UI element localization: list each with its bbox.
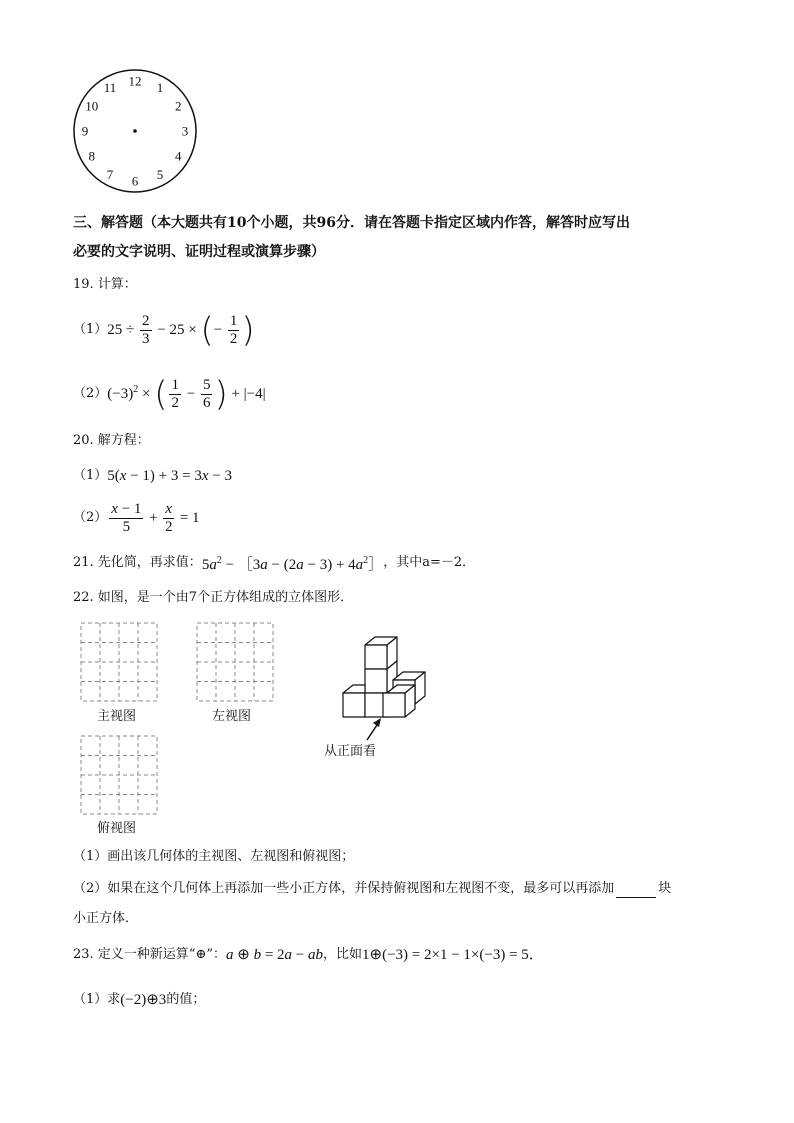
q23-definition: a ⊕ b = 2a − ab	[226, 947, 324, 963]
q23-label: 23. 定义一种新运算“⊕”：	[73, 947, 226, 962]
clock-number-1: 1	[156, 80, 164, 96]
q22-part2-line1	[73, 880, 671, 898]
clock-number-9: 9	[81, 123, 89, 139]
q22-part2-text: （2）如果在这个几何体上再添加一些小正方体，并保持俯视图和左视图不变，最多可以再添加	[73, 881, 615, 896]
q19-part2-label: （2）	[73, 386, 108, 401]
q19-part2-expression: $(-3)^2$ × ( $\frac{1}{2}$ − $\frac{5}{6}$ ) + |−4|	[107, 374, 266, 414]
q22-part1: （1）画出该几何体的主视图、左视图和俯视图；	[73, 849, 355, 864]
q21-condition: a=－2．	[422, 555, 476, 570]
clock-figure	[70, 68, 200, 196]
clock-number-11: 11	[103, 80, 117, 96]
q19-part1-label: （1）	[73, 322, 108, 337]
left-view-grid	[196, 622, 274, 702]
q20-part1	[73, 467, 232, 485]
q20-label: 20. 解方程：	[73, 433, 150, 448]
top-view-grid	[80, 735, 158, 815]
q23-example-prefix: ，比如	[323, 947, 363, 962]
clock-number-4: 4	[175, 148, 182, 164]
q23-part1	[73, 991, 205, 1009]
q21-expression: $5a^2$ − ［3a − $(2a - 3) + 4a^2]$	[201, 555, 384, 573]
clock-number-5: 5	[156, 166, 164, 182]
q19-label: 19. 计算：	[73, 277, 137, 292]
answer-blank[interactable]	[616, 883, 656, 898]
q22-part2-line2: 小正方体．	[73, 911, 139, 926]
q23-part1-expression: (−2)⊕3	[120, 992, 167, 1008]
clock-center-dot	[133, 129, 137, 133]
clock-number-7: 7	[106, 166, 114, 182]
q23	[73, 946, 544, 964]
main-view-caption: 主视图	[97, 709, 137, 724]
q22-part2-unit: 块	[658, 881, 672, 896]
q22-label: 22. 如图，是一个由7个正方体组成的立体图形．	[73, 590, 354, 605]
q20-part2-equation: $\frac{x - 1}{5}$ + $\frac{x}{2}$ = 1	[111, 500, 200, 535]
front-view-caption: 从正面看	[324, 744, 377, 759]
clock-number-6: 6	[131, 173, 139, 189]
q21-text-after: ，其中	[383, 555, 423, 570]
clock-number-2: 2	[175, 98, 182, 114]
q19-part1	[73, 310, 255, 350]
q20-part2-label: （2）	[73, 510, 108, 525]
clock-number-12: 12	[128, 73, 142, 89]
q20-part2	[73, 498, 200, 538]
q20-part1-equation: 5(x − 1) + 3 = 3x − 3	[107, 468, 232, 484]
q20-part1-label: （1）	[73, 468, 108, 483]
q19-part1-expression: 25 ÷ $\frac{2}{3}$ − 25 × (− $\frac{1}{2}$ )	[107, 310, 255, 350]
q23-example: 1⊕(−3) = 2×1 − 1×(−3) = 5．	[362, 947, 544, 963]
section-title-line2: 必要的文字说明、证明过程或演算步骤）	[73, 244, 325, 260]
main-view-grid	[80, 622, 158, 702]
q19-part2	[73, 372, 266, 416]
left-view-caption: 左视图	[212, 709, 252, 724]
clock-number-8: 8	[88, 148, 95, 164]
q21-text-before: 21. 先化简，再求值：	[73, 555, 202, 570]
section-title-line1: 三、解答题（本大题共有10个小题，共96分．请在答题卡指定区域内作答，解答时应写出	[73, 215, 630, 231]
clock-number-10: 10	[85, 98, 99, 114]
q23-part1-before: （1）求	[73, 992, 121, 1007]
top-view-caption: 俯视图	[97, 821, 137, 836]
cube-solid-figure	[335, 630, 435, 745]
q23-part1-after: 的值；	[166, 992, 206, 1007]
clock-number-3: 3	[181, 123, 189, 139]
q21	[73, 552, 475, 574]
